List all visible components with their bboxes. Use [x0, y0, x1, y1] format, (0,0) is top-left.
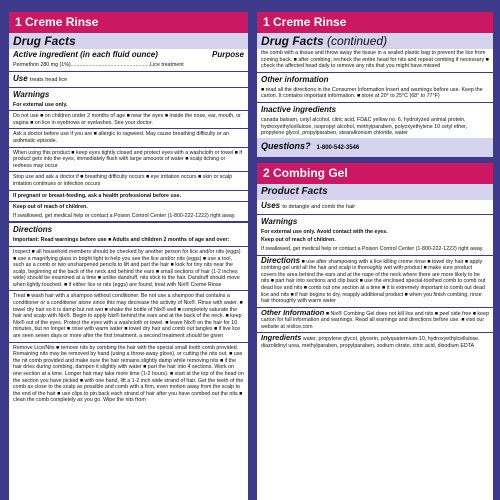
other-info-heading: Other information — [261, 74, 329, 84]
ingredients-block — [257, 334, 493, 350]
drug-facts-title: Drug Facts — [9, 33, 248, 49]
remove-nits-text: Remove Lice/Nits ■ remove nits by combing the hair with the special small tooth comb provided. Remaining nits may be removed by hand (using a throw-away glove), or cutting the nits out. ■ use the nit comb provided and make sure the hair remains slightly damp while removing nits ■ if the hair dries during combing, dampen it slightly with water ■ part the hair into 4 sections. Work on one section at a time. Longer hair may take more time (1-2 hours). ■ start at the top of the head on the section you have picked ■ with one hand, lift a 1-2 inch wide strand of hair. Get the teeth of the comb as close to the scalp as possible and comb with a firm, even motion away from the scalp to the end of the hair ■ use clips to pin back each strand of hair after you have combed out the nits ■ clean the comb completely as you go. Wipe the nits from — [13, 344, 244, 404]
treat-text: Treat ■ wash hair with a shampoo without conditioner. Be not use a shampoo that contains a conditioner or a conditioner alone since this may decrease the activity of Nix®. Rinse with water. ■ towel dry hair so it is damp but not wet ■ shake the bottle of Nix® well ■ completely saturate the hair and scalp with Nix®. Begin to apply Nix® behind the ears and at the back of the neck. ■ keep Nix® out of the eyes. Protect the eyes with a washcloth or towel. ■ leave Nix® on the hair for 10 minutes, but no longer ■ rinse with warm water ■ towel dry hair and comb out tangles ■ if live lice are seen seven days or more after the first treatment, a second treatment should be given — [13, 293, 243, 340]
other-info-text: ■ read all the directions in the Consumer Information Insert and warnings before use. Keep the carton. It contains important information. ■ store at 20° to 25°C (68° to 77°F) — [261, 86, 483, 100]
inspect-text: Inspect ■ all household members should be checked by another person for lice and/or nits (eggs) ■ use a magnifying glass in bright light to help you see the lice and/or nits (eggs) ■ use a tool, such as a comb or two unsharpened pencils to lift and part the hair ■ look for tiny nits near the scalp, beginning at the back of the neck and behind the ears ■ small sections of hair (1-2 inches wide) should be examined at a time ■ unlike dandruff, nits stick to the hair. Dandruff should move when lightly touched. ■ if either lice or nits (eggs) are found, treat with Nix® Creme Rinse — [13, 248, 241, 288]
right-drug-facts-column — [257, 12, 493, 500]
keep-out-text: Keep out of reach of children. — [13, 204, 88, 211]
inactive-text: canada balsam, cetyl alcohol, citric acid, FD&C yellow no. 6, hydrolyzed animal protein, hydroxyethylcellulose, isopropyl alcohol, methylparaben, polyoxyethylene 10 cetyl ether, propylene glycol, propylparaben, stearalkonium chloride, water — [261, 116, 468, 137]
uses-heading: Uses — [261, 200, 281, 210]
other2-heading: Other Information — [261, 307, 325, 317]
warnings2-text: If swallowed, get medical help or contact a Poison Control Center (1-800-222-1222) right away. — [261, 245, 484, 252]
use-heading: Use — [13, 73, 28, 83]
directions-intro: Important: Read warnings before use ■ Adults and children 2 months of age and over: — [13, 237, 230, 244]
drug-facts-continued-sub: (continued) — [327, 34, 388, 48]
inactive-heading: Inactive ingredients — [261, 104, 337, 114]
drug-facts-continued-title: Drug Facts — [261, 34, 324, 48]
left-drug-facts-column — [9, 12, 248, 500]
uses-row — [257, 200, 493, 213]
directions2-text: ■ use after shampooing with a lice killing creme rinse ■ towel dry hair ■ apply combing gel until all the hair and scalp is thoroughly wet with product ■ make sure product covers the area behind the ears and at the nape of the neck where there are more likely to be nits ■ part hair into sections and clip back ■ use the enclosed special-toothed comb to comb out dead lice and nits ■ comb out one section at a time ■ it is extremely important to comb out dead lice and nits ■ if hair begins to dry, reapply additional product ■ when you finish combing, rinse hair thoroughly with warm water — [261, 258, 486, 305]
warnings-text: For external use only. — [13, 101, 68, 108]
ask-doctor-text: Ask a doctor before use if you are ■ allergic to ragweed. May cause breathing difficulty or an asthmatic episode. — [13, 131, 229, 144]
purpose-heading: Purpose — [211, 50, 244, 59]
other2-block — [257, 309, 493, 332]
active-ingredient-sub: (in each fluid ounce) — [77, 50, 158, 59]
swallowed-text: If swallowed, get medical help or contact a Poison Control Center (1-800-222-1222) right away. — [13, 212, 236, 219]
drug-facts-continued — [257, 33, 493, 49]
product-facts-title: Product Facts — [257, 184, 493, 200]
uses-text: to detangle and comb the hair — [282, 203, 356, 210]
creme-rinse-band: 1 Creme Rinse — [9, 12, 248, 33]
continued-text: the comb with a tissue and throw away the tissue in a sealed plastic bag to prevent the lice from coming back. ■ after combing, recheck the entire head for nits and repeat combing if necessary ■ check the affected head daily to remove any nits that you might have missed — [261, 50, 489, 70]
use-text: treats head lice — [29, 76, 68, 83]
directions2-heading: Directions — [261, 255, 301, 265]
when-using-text: When using this product ■ keep eyes tightly closed and protect eyes with a washcloth or towel ■ if product gets into the eyes, immediately flush with large amounts of water ■ scalp itching or redness may occur — [13, 149, 242, 169]
warnings2-heading: Warnings — [261, 216, 298, 226]
creme-rinse-band-2: 1 Creme Rinse — [257, 12, 493, 33]
questions-heading: Questions? — [261, 140, 311, 151]
do-not-use-text: Do not use ■ on children under 2 months of age ■ near the eyes ■ inside the nose, ear, mouth, or vagina ■ on lice in eyebrows or eyelashes. See your doctor. — [13, 113, 241, 126]
active-ingredient-value: Permethrin 280 mg (1%)......................................................Lice treatment — [13, 62, 184, 68]
questions-row — [257, 138, 493, 157]
combing-gel-band: 2 Combing Gel — [257, 163, 493, 184]
directions-heading: Directions — [13, 225, 53, 235]
other2-text: ■ Nix® Combing Gel does not kill lice and nits ■ peel side free ■ keep carton for full information and warnings. Read all warnings and directions before use. ■ visit our website at nixlice.com — [261, 310, 489, 330]
active-ingredient-header — [9, 49, 248, 61]
ingredients-text: water, propylene glycol, glycerin, polyquaternium-10, hydroxyethylcellulose, diazolidinyl urea, methylparaben, propylparaben, sodium citrate, citric acid, disodium EDTA — [261, 336, 480, 350]
use-row — [9, 73, 248, 86]
stop-use-text: Stop use and ask a doctor if ■ breathing difficulty occurs ■ eye irritation occurs ■ skin or scalp irritation continues or infection occurs — [13, 174, 233, 187]
active-ingredient-heading: Active ingredient — [13, 50, 78, 59]
warnings2-bold: For external use only. Avoid contact with the eyes. — [261, 228, 388, 235]
questions-phone: 1-800-542-3546 — [316, 144, 360, 151]
ingredients-heading: Ingredients — [261, 333, 302, 343]
warnings2-keep: Keep out of reach of children. — [261, 237, 336, 244]
directions2-block — [257, 257, 493, 306]
pregnant-text: If pregnant or breast-feeding, ask a health professional before use. — [13, 192, 182, 199]
warnings-heading: Warnings — [13, 89, 50, 99]
